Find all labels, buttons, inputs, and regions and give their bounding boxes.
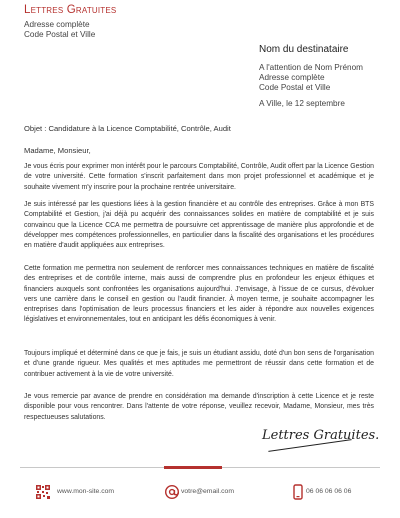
body-paragraph-1: Je vous écris pour exprimer mon intérêt pour le parcours Comptabilité, Contrôle, Audit offert par la Licence Gestion de votre université. Cette formation s'inscrit parfaitement dans mon projet professionnel et académique et je souhaite vivement m'y inscrire pour la prochaine rentrée universitaire. xyxy=(24,163,374,191)
sender-address: Adresse complète xyxy=(24,20,90,29)
footer-accent-bar xyxy=(164,466,222,469)
recipient-attention: A l'attention de Nom Prénom xyxy=(259,63,363,72)
signature: Lettres Gratuites. xyxy=(262,428,380,443)
recipient-postal-city: Code Postal et Ville xyxy=(259,83,331,92)
recipient-name: Nom du destinataire xyxy=(259,44,349,55)
body-paragraph-5: Je vous remercie par avance de prendre en considération ma demande d'inscription à cette Licence et je reste disponible pour vous rencontrer. Dans l'attente de votre réponse, veuillez recevoir, Madame, Monsieur, mes très respectueuses salutations. xyxy=(24,393,374,421)
footer-email[interactable]: votre@email.com xyxy=(181,488,234,495)
letter-subject: Objet : Candidature à la Licence Comptabilité, Contrôle, Audit xyxy=(24,124,231,133)
footer-phone[interactable]: 06 06 06 06 06 xyxy=(306,488,352,495)
letter-date: A Ville, le 12 septembre xyxy=(259,99,345,108)
footer-website[interactable]: www.mon-site.com xyxy=(57,488,115,495)
body-paragraph-3: Cette formation me permettra non seulement de renforcer mes connaissances techniques en matière de fiscalité des entreprises et de contrôle interne, mais aussi de comprendre plus en profondeur les enjeux éthiques et financiers auxquels sont confrontées les organisations aujourd'hui. J'envisage, à l'issue de ce cursus, d'évoluer vers une carrière dans le conseil en gestion ou l'audit financier. À moyen terme, je souhaite accompagner les entreprises dans l'optimisation de leurs processus financiers et les aider à répondre aux nouvelles exigences législatives et environnementales, tout en anticipant les défis économiques à venir. xyxy=(24,265,374,324)
body-paragraph-2: Je suis intéressé par les questions liées à la gestion financière et au contrôle des entreprises. Grâce à mon BTS Comptabilité et Gestion, j'ai déjà pu acquérir des connaissances solides en matière de comptabilité et je suis convaincu que la Licence CCA me permettra de poursuivre cet apprentissage de manière plus approfondie et de développer mes compétences professionnelles, en particulier dans la fiscalité des organisations et les procédures en matière d'audit appliquées aux entreprises. xyxy=(24,201,374,250)
recipient-address: Adresse complète xyxy=(259,73,325,82)
phone-icon xyxy=(290,484,306,500)
email-at-icon xyxy=(164,484,180,500)
qr-code-icon xyxy=(35,484,51,500)
letter-salutation: Madame, Monsieur, xyxy=(24,146,91,155)
sender-name: Lettres Gratuites xyxy=(24,4,117,16)
body-paragraph-4: Toujours impliqué et déterminé dans ce que je fais, je suis un étudiant assidu, doté d'un bon sens de l'organisation et d'une grande rigueur. Mes qualités et mes aptitudes me permettront de réussir dans cette formation et de contribuer activement à la vie de votre université. xyxy=(24,350,374,378)
sender-postal-city: Code Postal et Ville xyxy=(24,30,96,39)
